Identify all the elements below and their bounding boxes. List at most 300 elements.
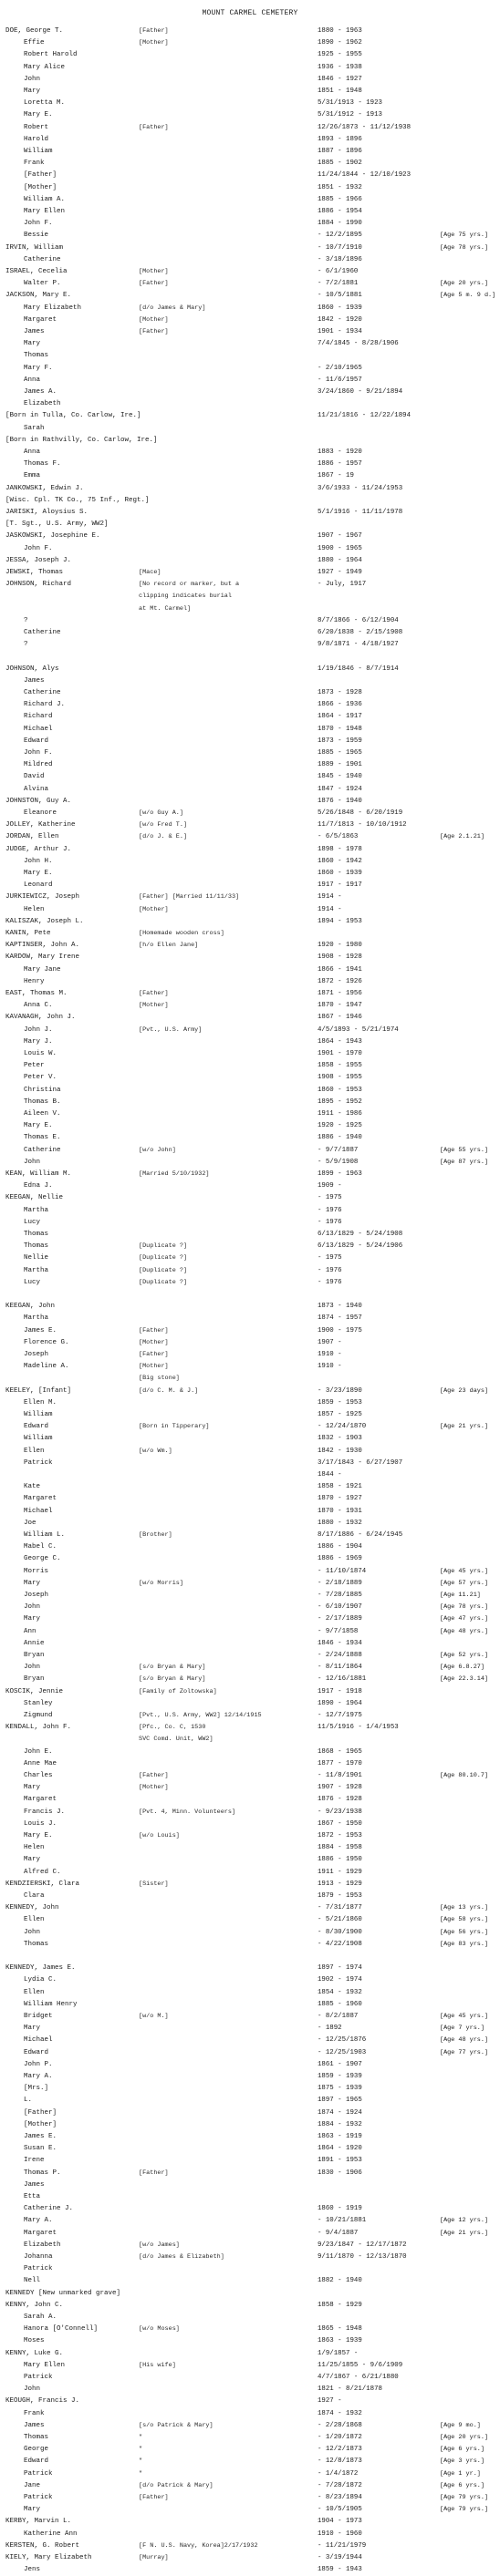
burial-entry (0, 615, 500, 627)
entry-name: Ellen (24, 1988, 45, 1996)
entry-dates: 3/24/1860 - 9/21/1894 (318, 388, 403, 396)
entry-name: Mary (24, 88, 41, 95)
entry-note: [F N. U.S. Navy, Korea]2/17/1932 (139, 2541, 258, 2550)
burial-entry (0, 916, 500, 928)
entry-name: Mildred (24, 761, 53, 769)
burial-entry (0, 1169, 500, 1180)
entry-name: Florence G. (24, 1338, 69, 1346)
entry-name: Richard (24, 713, 53, 721)
entry-note: " (139, 2469, 143, 2478)
burial-entry (0, 254, 500, 266)
burial-entry (0, 146, 500, 158)
entry-age: [Age 21 yrs.] (440, 1423, 489, 1431)
entry-name: KOSCIK, Jennie (5, 1687, 64, 1695)
entry-dates: 4/5/1893 - 5/21/1974 (318, 1025, 399, 1034)
entry-name: Lucy (24, 1278, 41, 1286)
burial-entry (0, 2480, 500, 2492)
burial-entry (0, 1674, 500, 1685)
entry-age: [Age 80.10.7] (440, 1772, 489, 1779)
entry-name: James (24, 676, 45, 685)
entry-age: [Age 9 mo.] (440, 2421, 481, 2429)
burial-entry (0, 2107, 500, 2119)
entry-note: [w/o Wm.] (139, 1447, 172, 1455)
entry-name: Johanna (24, 2253, 53, 2261)
entry-dates: - 6/1/1960 (318, 268, 359, 275)
entry-name: Walter P. (24, 280, 61, 288)
entry-name: Susan E. (24, 2145, 57, 2153)
entry-name: Richard J. (24, 701, 66, 709)
entry-dates: 1898 - 1978 (318, 845, 362, 853)
entry-dates: 1867 - 1950 (318, 1819, 362, 1828)
entry-note: [h/o Ellen Jane] (139, 942, 199, 950)
entry-dates: 1842 - 1920 (318, 315, 362, 324)
entry-dates: 1885 - 1960 (318, 2000, 362, 2008)
burial-entry (0, 747, 500, 759)
entry-dates: 1913 - 1929 (318, 1880, 362, 1888)
entry-name: Alvina (24, 785, 49, 793)
burial-entry (0, 1939, 500, 1951)
entry-name: JASKOWSKI, Josephine E. (5, 532, 100, 541)
entry-dates: 1910 - (318, 1363, 342, 1371)
entry-dates: 1910 - (318, 1351, 342, 1358)
burial-entry (0, 122, 500, 134)
entry-age: [Age 75 yrs.] (440, 232, 489, 240)
burial-entry (0, 1469, 500, 1481)
entry-dates: 1927 - 1949 (318, 569, 362, 576)
burial-entry (0, 2432, 500, 2444)
entry-note: " (139, 2458, 143, 2466)
entry-name: Hanora [O'Connell] (24, 2325, 99, 2334)
burial-entry (0, 290, 500, 302)
entry-note: [Father] (139, 2169, 169, 2177)
entry-name: Christina (24, 1086, 61, 1094)
entry-dates: 1873 - 1940 (318, 1303, 362, 1311)
burial-entry (0, 2047, 500, 2059)
entry-name: Jane (24, 2481, 41, 2489)
entry-name: John F. (24, 220, 53, 228)
entry-note: [Big stone] (139, 1375, 180, 1383)
burial-entry (0, 2529, 500, 2540)
burial-entry (0, 819, 500, 831)
entry-note: [Mother] (139, 905, 169, 913)
burial-entry (0, 856, 500, 868)
entry-name: Edward (24, 1423, 49, 1431)
burial-entry (0, 988, 500, 1000)
burial-entry (0, 2059, 500, 2071)
entry-name: Mary Elizabeth (24, 304, 82, 312)
entry-name: Catherine J. (24, 2205, 74, 2213)
entry-dates: - 12/7/1975 (318, 1712, 362, 1719)
entry-name: John E. (24, 1747, 53, 1756)
entry-age: [Age 78 yrs.] (440, 1603, 489, 1612)
entry-dates: 1911 - 1929 (318, 1868, 362, 1876)
entry-dates: 1895 - 1952 (318, 1097, 362, 1106)
entry-name: KANIN, Pete (5, 930, 51, 937)
burial-entry (0, 579, 500, 591)
entry-name: James (24, 2180, 45, 2189)
burial-entry (0, 1157, 500, 1169)
entry-name: Sarah (24, 424, 45, 432)
entry-dates: 1844 - (318, 1471, 342, 1479)
entry-dates: - 9/23/1938 (318, 1808, 362, 1816)
entry-name: John H. (24, 857, 53, 865)
entry-dates: 1893 - 1896 (318, 135, 362, 143)
entry-note: [Duplicate ?] (139, 1254, 188, 1262)
entry-dates: 1879 - 1953 (318, 1892, 362, 1900)
entry-name: Frank (24, 160, 45, 168)
entry-dates: 1902 - 1974 (318, 1976, 362, 1984)
entry-name: Edward (24, 2048, 49, 2056)
burial-entry (0, 2251, 500, 2263)
entry-note: [Born in Tipperary] (139, 1423, 210, 1431)
entry-dates: - 1976 (318, 1278, 342, 1286)
entry-dates: 1891 - 1953 (318, 2157, 362, 2165)
burial-entry (0, 2240, 500, 2251)
entry-dates: 1920 - 1925 (318, 1122, 362, 1130)
entry-note: " (139, 2446, 143, 2454)
entry-age: [Age 79 yrs.] (440, 2506, 489, 2514)
entry-dates: 1866 - 1941 (318, 965, 362, 974)
entry-dates: 1914 - (318, 905, 342, 913)
burial-entry (0, 2456, 500, 2468)
entry-name: JESSA, Joseph J. (5, 556, 72, 564)
entry-dates: 1904 - 1973 (318, 2518, 362, 2526)
burial-entry (0, 2420, 500, 2432)
entry-name: Mary (24, 1784, 41, 1792)
entry-age: [Age 13 yrs.] (440, 1904, 489, 1912)
entry-dates: 11/24/1844 - 12/10/1923 (318, 171, 411, 180)
entry-name: Irene (24, 2157, 45, 2165)
burial-entry (0, 1747, 500, 1758)
entry-name: KAVANAGH, John J. (5, 1014, 76, 1022)
burial-entry (0, 1048, 500, 1060)
burial-entry (0, 1999, 500, 2011)
burial-entry (0, 86, 500, 98)
entry-dates: - 12/8/1873 (318, 2458, 362, 2466)
entry-name: Michael (24, 2036, 53, 2045)
burial-entry (0, 1458, 500, 1469)
entry-dates: - 1976 (318, 1266, 342, 1274)
entry-dates: 3/6/1933 - 11/24/1953 (318, 484, 403, 492)
entry-name: Elizabeth (24, 400, 61, 408)
entry-name: Etta (24, 2193, 41, 2200)
entry-name: Thomas (24, 1242, 49, 1251)
burial-entry (0, 976, 500, 988)
burial-entry (0, 1337, 500, 1349)
entry-name: Bryan (24, 1675, 45, 1684)
burial-entry (0, 2143, 500, 2155)
entry-dates: 1860 - 1953 (318, 1086, 362, 1094)
entry-dates: - 11/21/1979 (318, 2541, 367, 2550)
entry-name: John (24, 75, 41, 83)
entry-name: KENNEDY, John (5, 1904, 59, 1912)
entry-note: [Father] (139, 2494, 169, 2501)
entry-dates: - 12/25/1876 (318, 2036, 367, 2045)
entry-dates: 1830 - 1906 (318, 2169, 362, 2177)
burial-entry (0, 2372, 500, 2384)
entry-dates: 1859 - 1943 (318, 2566, 362, 2574)
entry-name: Joseph (24, 1351, 49, 1358)
entry-dates: - 2/17/1889 (318, 1615, 362, 1623)
entry-age: [Age 2.1.21] (440, 833, 484, 841)
entry-dates: 1890 - 1964 (318, 1699, 362, 1707)
entry-age: [Age 6 yrs.] (440, 2446, 484, 2454)
burial-entry (0, 1506, 500, 1518)
burial-entry (0, 314, 500, 326)
entry-name: Louis J. (24, 1819, 57, 1828)
entry-name: John F. (24, 544, 53, 552)
entry-age: [Age 83 yrs.] (440, 1940, 489, 1948)
burial-entry (0, 1879, 500, 1891)
entry-name: Edward (24, 2458, 49, 2466)
burial-entry (0, 952, 500, 963)
entry-note: [Mother] (139, 315, 169, 324)
entry-name: KAPTINSER, John A. (5, 942, 80, 950)
entry-dates: - 7/31/1877 (318, 1904, 362, 1912)
entry-age: [Age 45 yrs.] (440, 1567, 489, 1575)
entry-note: [w/o Guy A.] (139, 809, 183, 817)
entry-dates: - 7/28/1885 (318, 1592, 362, 1599)
burial-entry (0, 2203, 500, 2215)
burial-entry (0, 1626, 500, 1638)
burial-entry (0, 1638, 500, 1650)
entry-note: [Mother] (139, 1784, 169, 1792)
entry-name: Alfred C. (24, 1868, 61, 1876)
burial-entry (0, 784, 500, 796)
entry-name: Mary (24, 2025, 41, 2033)
burial-entry (0, 2360, 500, 2372)
entry-dates: - 2/28/1868 (318, 2421, 362, 2429)
entry-dates: 7/4/1845 - 8/28/1906 (318, 340, 399, 348)
entry-dates: 4/7/1867 - 6/21/1880 (318, 2374, 399, 2381)
entry-name: ISRAEL, Cecelia (5, 268, 68, 275)
entry-name: Nellie (24, 1254, 49, 1262)
entry-name: [Father] (24, 171, 57, 180)
burial-entry (0, 1097, 500, 1108)
burial-entry (0, 1241, 500, 1252)
entry-dates: - 2/18/1889 (318, 1579, 362, 1587)
burial-entry (0, 2468, 500, 2480)
burial-entry (0, 1205, 500, 1217)
entry-dates: 1874 - 1924 (318, 2108, 362, 2117)
entry-dates: 1832 - 1903 (318, 1435, 362, 1443)
entry-name: JACKSON, Mary E. (5, 292, 72, 300)
burial-entry (0, 1782, 500, 1794)
burial-entry (0, 507, 500, 519)
entry-name: KALISZAK, Joseph L. (5, 917, 84, 925)
burial-entry (0, 1229, 500, 1241)
entry-name: Martha (24, 1206, 49, 1214)
burial-entry (0, 1421, 500, 1433)
burial-entry (0, 398, 500, 410)
entry-age: [Age 77 yrs.] (440, 2048, 489, 2056)
burial-entry (0, 1108, 500, 1120)
entry-dates: 1897 - 1965 (318, 2097, 362, 2105)
entry-name: Frank (24, 2409, 45, 2417)
entry-note: [s/o Bryan & Mary] (139, 1664, 206, 1672)
entry-name: JOLLEY, Katherine (5, 821, 76, 829)
entry-dates: 1884 - 1990 (318, 220, 362, 228)
entry-dates: - 12/24/1870 (318, 1423, 367, 1431)
entry-dates: 1876 - 1940 (318, 797, 362, 805)
entry-name: Effie (24, 39, 45, 47)
burial-entry (0, 158, 500, 170)
entry-note: [Pvt., U.S. Army] (139, 1025, 203, 1034)
burial-entry (0, 170, 500, 181)
burial-entry (0, 1698, 500, 1710)
entry-name: John F. (24, 749, 53, 757)
burial-entry (0, 2035, 500, 2046)
entry-dates: - 1/4/1872 (318, 2469, 359, 2478)
burial-entry (0, 1963, 500, 1974)
entry-dates: 1821 - 8/21/1878 (318, 2385, 382, 2394)
entry-name: KARDOW, Mary Irene (5, 953, 80, 962)
entry-dates: 1887 - 1896 (318, 148, 362, 155)
burial-entry (0, 375, 500, 386)
entry-name: John (24, 1158, 41, 1166)
burial-entry (0, 242, 500, 254)
entry-age: [Age 58 yrs.] (440, 1916, 489, 1924)
entry-dates: - 10/5/1881 (318, 292, 362, 300)
entry-dates: - 10/21/1881 (318, 2217, 367, 2225)
burial-entry (0, 1794, 500, 1806)
entry-dates: 1920 - 1980 (318, 942, 362, 950)
entry-name: Joseph (24, 1592, 49, 1599)
entry-name: Ellen (24, 1447, 45, 1455)
burial-entry (0, 386, 500, 398)
entry-name: Thomas (24, 352, 49, 360)
entry-dates: - 8/11/1864 (318, 1664, 362, 1672)
burial-entry (0, 1373, 500, 1385)
entry-dates: 1890 - 1962 (318, 39, 362, 47)
burial-entry (0, 1770, 500, 1782)
burial-entry (0, 651, 500, 663)
entry-name: William (24, 1435, 53, 1443)
entry-age: [Age 87 yrs.] (440, 1158, 489, 1166)
burial-entry (0, 363, 500, 375)
entry-name: Robert (24, 123, 49, 131)
burial-entry (0, 591, 500, 603)
entry-note: [Sister] (139, 1880, 169, 1888)
entry-dates: 1867 - 1946 (318, 1014, 362, 1022)
entry-dates: 1886 - 1950 (318, 1856, 362, 1864)
entry-dates: - 9/7/1858 (318, 1627, 359, 1635)
burial-entry (0, 1518, 500, 1530)
entry-name: Mary E. (24, 1122, 53, 1130)
burial-entry (0, 2504, 500, 2516)
entry-name: Anna C. (24, 1002, 53, 1010)
burial-entry (0, 1807, 500, 1819)
burial-entry (0, 2179, 500, 2191)
entry-name: Helen (24, 1844, 45, 1852)
entry-name: Margaret (24, 1495, 57, 1503)
burial-entry (0, 1891, 500, 1902)
entry-name: Joe (24, 1519, 36, 1527)
entry-name: Stanley (24, 1699, 53, 1707)
entry-note: [Family of Zoltowska] (139, 1687, 217, 1695)
entry-dates: - 5/9/1908 (318, 1158, 359, 1166)
entry-dates: 1885 - 1902 (318, 160, 362, 168)
entry-dates: - 12/2/1895 (318, 232, 362, 240)
entry-name: Mary Alice (24, 63, 66, 71)
entry-note: [Father] (139, 1772, 169, 1779)
burial-entry (0, 603, 500, 615)
entry-name: Catherine (24, 1146, 61, 1154)
entry-dates: - 3/18/1896 (318, 255, 362, 263)
entry-name: [Mrs.] (24, 2085, 49, 2093)
entry-note: [Mace] (139, 569, 161, 576)
entry-name: Zigmund (24, 1712, 53, 1719)
entry-name: KEOUGH, Francis J. (5, 2397, 80, 2406)
entry-dates: 1864 - 1943 (318, 1037, 362, 1046)
entry-name: George C. (24, 1555, 61, 1563)
entry-age: [Age 48 yrs.] (440, 1627, 489, 1635)
burial-entry (0, 2300, 500, 2312)
burial-entry (0, 627, 500, 639)
burial-entry (0, 1277, 500, 1289)
entry-note: [w/o John] (139, 1146, 176, 1154)
entry-dates: 1858 - 1921 (318, 1483, 362, 1491)
entry-note: at Mt. Carmel] (139, 604, 192, 613)
entry-dates: - 10/5/1905 (318, 2506, 362, 2514)
entry-name: Mary Ellen (24, 2361, 66, 2369)
burial-entry (0, 1217, 500, 1229)
entry-name: Mary J. (24, 1037, 53, 1046)
entry-dates: 1866 - 1936 (318, 701, 362, 709)
burial-entry (0, 808, 500, 819)
entry-dates: - 8/23/1894 (318, 2494, 362, 2501)
entry-name: Margaret (24, 2229, 57, 2237)
entry-name: Mary A. (24, 2073, 53, 2080)
burial-entry (0, 831, 500, 843)
burial-entry (0, 1313, 500, 1324)
burial-entry (0, 26, 500, 37)
burial-entry (0, 543, 500, 555)
entry-name: Thomas B. (24, 1097, 61, 1106)
burial-entry (0, 2348, 500, 2360)
entry-name: KIELY, Mary Elizabeth (5, 2554, 92, 2561)
entry-name: Martha (24, 1314, 49, 1323)
entry-dates: 1847 - 1924 (318, 785, 362, 793)
entry-name: JORDAN, Ellen (5, 833, 59, 841)
burial-entry (0, 1854, 500, 1866)
burial-entry (0, 230, 500, 242)
entry-dates: 1886 - 1904 (318, 1543, 362, 1551)
entry-dates: 1889 - 1901 (318, 761, 362, 769)
entry-dates: 1873 - 1928 (318, 689, 362, 696)
entry-name: Thomas (24, 2434, 49, 2441)
entry-dates: - 11/8/1901 (318, 1772, 362, 1779)
entry-age: [Age 11.21] (440, 1592, 481, 1599)
burial-entry (0, 1025, 500, 1036)
entry-name: Aileen V. (24, 1110, 61, 1118)
burial-entry (0, 435, 500, 447)
burial-entry (0, 98, 500, 109)
burial-entry (0, 194, 500, 206)
entry-name: Mary (24, 1579, 41, 1587)
burial-entry (0, 675, 500, 687)
entry-note: [d/o James & Elizabeth] (139, 2253, 224, 2261)
entry-dates: 8/7/1866 - 6/12/1904 (318, 616, 399, 624)
entry-dates: 5/1/1916 - 11/11/1978 (318, 509, 403, 516)
entry-name: David (24, 773, 45, 781)
entry-note: [His wife] (139, 2361, 176, 2369)
entry-note: [Pvt., U.S. Army, WW2] 12/14/1915 (139, 1712, 262, 1719)
entry-name: Patrick (24, 2374, 53, 2381)
entry-name: Robert Harold (24, 51, 78, 59)
entry-dates: 5/31/1913 - 1923 (318, 99, 382, 108)
burial-entry (0, 1553, 500, 1565)
